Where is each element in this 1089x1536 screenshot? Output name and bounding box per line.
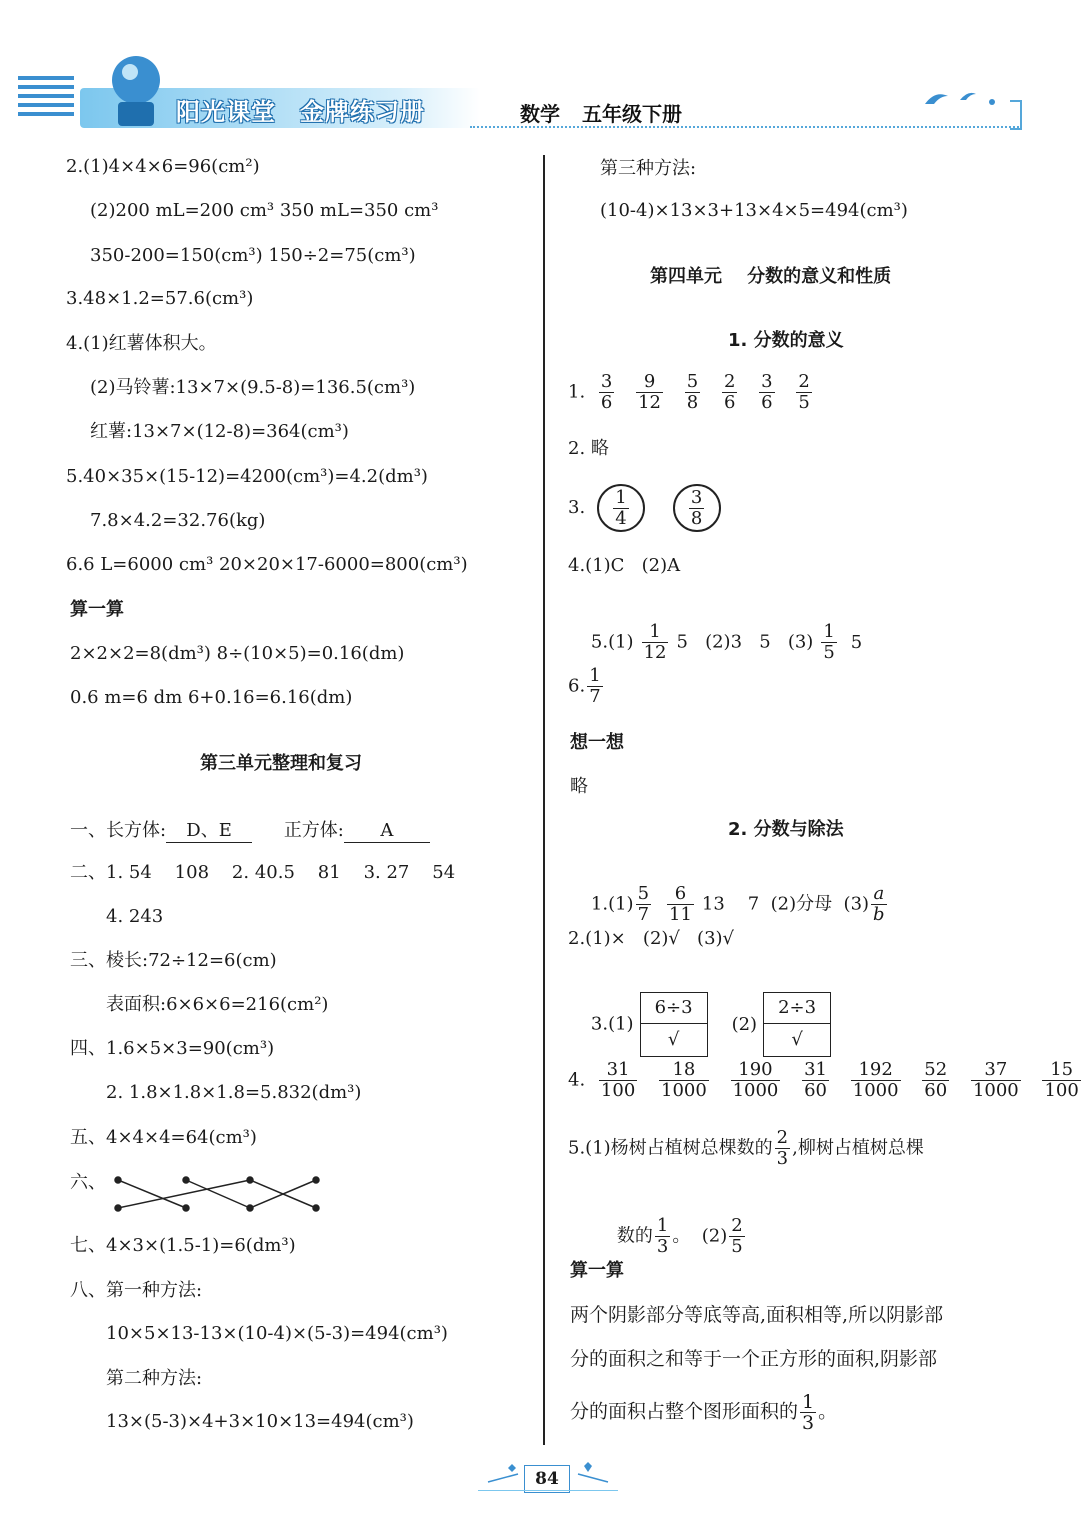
question-number: 4. (568, 1069, 586, 1091)
answer-line: (2)马铃薯:13×7×(9.5-8)=136.5(cm³) (90, 377, 416, 398)
answer-line: 7.8×4.2=32.76(kg) (90, 510, 266, 531)
text: 。 (818, 1400, 838, 1423)
answer-line (568, 1128, 924, 1169)
grade: 五年级下册 (582, 102, 682, 126)
fraction: $\frac{3}{6}$ (761, 371, 773, 413)
text: 分的面积占整个图形面积的 (570, 1400, 799, 1423)
answer-line: 红薯:13×7×(12-8)=364(cm³) (90, 421, 349, 442)
answer-blank: A (344, 820, 430, 843)
answer-line (568, 484, 743, 532)
birds-icon (920, 82, 1010, 112)
header-dotted-line (470, 126, 1022, 128)
answer-line: (2)200 mL=200 cm³ 350 mL=350 cm³ (90, 200, 439, 221)
subject-grade (520, 98, 704, 127)
answer-line: 0.6 m=6 dm 6+0.16=6.16(dm) (70, 687, 353, 708)
answer-line: 二、1. 54 108 2. 40.5 81 3. 27 54 (70, 862, 456, 883)
mascot-icon (96, 40, 176, 130)
subsection-title: 2. 分数与除法 (728, 819, 844, 840)
text: (2) (731, 1013, 758, 1035)
fraction: $\frac{1}{7}$ (589, 665, 601, 707)
answer-line: (10-4)×13×3+13×4×5=494(cm³) (600, 200, 908, 221)
fraction: $\frac{31}{100}$ (600, 1059, 636, 1101)
think-heading: 想一想 (570, 732, 624, 753)
title-part2: 金牌练习册 (300, 98, 425, 126)
fraction-list (591, 371, 820, 413)
fraction: $\frac{1}{5}$ (823, 621, 835, 663)
label: 一、长方体: (70, 820, 167, 841)
circled-fraction: $\frac{3}{8}$ (673, 484, 721, 532)
answer-line (568, 600, 862, 685)
subsection-title: 1. 分数的意义 (728, 330, 844, 351)
fraction: $\frac{5}{7}$ (637, 883, 650, 925)
answer-line (568, 1060, 1089, 1101)
text: 5 (850, 631, 863, 653)
answer-line: 10×5×13-13×(10-4)×(5-3)=494(cm³) (106, 1323, 448, 1344)
text: 3.(1) (590, 1013, 634, 1035)
text: ,柳树占植树总棵 (792, 1137, 924, 1159)
answer-line: 两个阴影部分等底等高,面积相等,所以阴影部 (570, 1304, 944, 1326)
answer-line: 四、1.6×5×3=90(cm³) (70, 1038, 275, 1059)
fraction: $\frac{1}{3}$ (802, 1391, 815, 1434)
fraction: $\frac{190}{1000}$ (732, 1059, 779, 1101)
answer-line: 350-200=150(cm³) 150÷2=75(cm³) (90, 245, 416, 266)
section-title: 第三单元整理和复习 (200, 753, 362, 774)
book-title (176, 92, 449, 127)
fraction: $\frac{31}{60}$ (804, 1059, 828, 1101)
matching-lines-diagram (110, 1174, 340, 1216)
answer-line: 4. 243 (106, 906, 164, 927)
answer-line: 第二种方法: (106, 1368, 203, 1389)
text: 数的 (616, 1225, 653, 1247)
text: 5.(1)杨树占植树总棵数的 (568, 1137, 773, 1159)
fraction: $\frac{2}{5}$ (731, 1215, 743, 1257)
fraction: $\frac{2}{6}$ (723, 371, 736, 413)
question-number: 1. (568, 381, 586, 403)
calc-heading: 算一算 (70, 599, 124, 620)
answer-line: 八、第一种方法: (70, 1280, 203, 1301)
column-divider (543, 155, 545, 1445)
answer-line (568, 666, 611, 707)
answer-box: 6÷3 √ (640, 992, 708, 1057)
fraction: $\frac{2}{5}$ (798, 371, 810, 413)
answer-line: 2. 1.8×1.8×1.8=5.832(dm³) (106, 1082, 362, 1103)
header-bracket (1010, 100, 1022, 130)
question-number: 3. (568, 497, 586, 518)
answer-line (568, 372, 820, 413)
answer-line: 13×(5-3)×4+3×10×13=494(cm³) (106, 1411, 414, 1432)
label: 正方体: (283, 820, 344, 841)
subject: 数学 (520, 102, 560, 126)
text: 13 7 (2)分母 (3) (701, 893, 870, 915)
page-number: 84 (524, 1465, 570, 1493)
answer-line: 2×2×2=8(dm³) 8÷(10×5)=0.16(dm) (70, 643, 405, 664)
circled-fraction: $\frac{1}{4}$ (597, 484, 645, 532)
footer-line (478, 1490, 618, 1491)
answer-line: 4.(1)红薯体积大。 (66, 333, 217, 354)
answer-box: 2÷3 √ (763, 992, 831, 1057)
text: 5.(1) (590, 631, 634, 653)
calc-heading: 算一算 (570, 1260, 624, 1281)
answer-line: 第三种方法: (600, 158, 697, 179)
fraction: $\frac{37}{1000}$ (972, 1059, 1019, 1101)
fraction: $\frac{1}{3}$ (656, 1215, 669, 1257)
answer-line: 分的面积之和等于一个正方形的面积,阴影部 (570, 1348, 938, 1370)
answer-line: 2. 略 (568, 438, 609, 459)
fraction: $\frac{2}{3}$ (776, 1127, 789, 1169)
fraction: $\frac{a}{b}$ (873, 883, 885, 925)
text: 5 (2)3 5 (3) (676, 631, 814, 653)
title-part1: 阳光课堂 (176, 98, 276, 126)
fraction: $\frac{1}{12}$ (643, 621, 667, 663)
answer-line: 三、棱长:72÷12=6(cm) (70, 950, 277, 971)
fraction: $\frac{52}{60}$ (924, 1059, 948, 1101)
answer-line: 2.(1)× (2)√ (3)√ (568, 928, 735, 949)
fraction: $\frac{5}{8}$ (686, 371, 699, 413)
unit-title: 第四单元 分数的意义和性质 (650, 266, 892, 287)
answer-line: 六、 (70, 1172, 106, 1193)
answer-line: 3.48×1.2=57.6(cm³) (66, 288, 254, 309)
text: 。 (2) (672, 1225, 728, 1247)
answer-line: 6.6 L=6000 cm³ 20×20×17-6000=800(cm³) (66, 554, 468, 575)
answer-line (570, 1392, 837, 1433)
answer-line: 4.(1)C (2)A (568, 555, 681, 576)
fraction: $\frac{15}{100}$ (1044, 1059, 1079, 1101)
answer-line: 2.(1)4×4×6=96(cm²) (66, 156, 260, 177)
answer-line (70, 820, 430, 843)
fraction: $\frac{3}{6}$ (600, 371, 613, 413)
answer-line: 略 (570, 776, 588, 797)
fraction: $\frac{6}{11}$ (669, 883, 692, 925)
answer-line: 七、4×3×(1.5-1)=6(dm³) (70, 1235, 296, 1256)
fraction: $\frac{18}{1000}$ (661, 1059, 707, 1101)
fraction: $\frac{9}{12}$ (638, 371, 662, 413)
answer-blank: D、E (166, 820, 252, 843)
answer-line: 5.40×35×(15-12)=4200(cm³)=4.2(dm³) (66, 466, 428, 487)
header-stripes (18, 76, 74, 121)
fraction: $\frac{192}{1000}$ (852, 1059, 899, 1101)
answer-line: 五、4×4×4=64(cm³) (70, 1127, 257, 1148)
text: 1.(1) (590, 893, 634, 915)
question-number: 6. (568, 675, 586, 697)
page-header (0, 0, 1048, 150)
answer-line: 表面积:6×6×6=216(cm²) (106, 994, 329, 1015)
